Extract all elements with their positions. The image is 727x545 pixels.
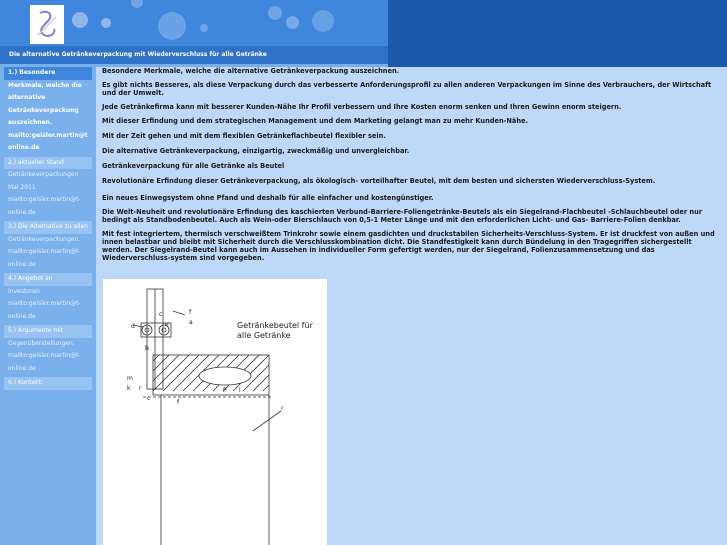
header-background [388,0,727,67]
sidebar-item-label[interactable]: Investoren [8,287,40,295]
site-logo[interactable] [30,5,64,44]
sidebar-item-label[interactable]: Getränkeverpackung [8,106,79,114]
sidebar-mail-link[interactable]: mailto:geisler.martin@t- [8,352,81,359]
sidebar-mail-link[interactable]: mailto:geisler.martin@t- [8,300,81,307]
content-paragraph: Die Welt-Neuheit und revolutionäre Erfindung des kaschierten Verbund-Barriere-Foliengetränke-Beutels als ein Siegelrand-Flachbeutel -Schlauchbeutel oder nur bedingt als Standbodenbeutel. Auch als Wein-oder Bierschlauch von 0,5-1 Meter Länge und mit den erforderlichen Licht- und Gas- Barriere-Folien denkbar. [102,208,703,224]
content-paragraph: Jede Getränkefirma kann mit besserer Kunden-Nähe Ihr Profil verbessern und Ihre Kosten enorm senken und Ihren Gewinn enorm steigern. [102,103,622,111]
bubble-decoration [286,16,299,29]
sidebar-item-label[interactable]: auszeichnen. [8,119,53,126]
content-paragraph: Revolutionäre Erfindung dieser Getränkeverpackung, als ökologisch- vorteilhafter Beutel, mit dem besten und sichersten Wiederverschluss-System. [102,177,656,185]
sidebar-mail-link[interactable]: online.de [8,144,40,151]
content-paragraph: Ein neues Einwegsystem ohne Pfand und deshalb für alle einfacher und kostengünstiger. [102,194,434,202]
sidebar-mail-link[interactable]: online.de [8,312,36,320]
bubble-decoration [101,18,111,28]
sidebar-item-label[interactable]: Getränkeverpackungen. [8,235,81,243]
technical-drawing [103,279,327,545]
figure-caption-line: Getränkebeutel für [237,321,313,330]
figure-letter: k [127,385,131,392]
figure-letter: a [189,319,193,326]
figure-letter: f [177,399,180,406]
sidebar-item-label[interactable]: Mai 2011 [8,183,36,191]
sidebar-mail-link[interactable]: mailto:geisler.martin@t- [8,248,81,255]
figure-letter: b [145,345,149,352]
figure-letter: l [239,387,241,394]
figure-letter: f [189,309,192,316]
figure-letter: r [139,385,142,392]
figure-caption-line: alle Getränke [237,331,291,340]
sidebar [0,67,96,545]
header-banner [0,0,388,46]
sidebar-item-alternative[interactable]: 3.) Die Alternative zu allen [4,221,92,234]
figure-letter: d [131,323,135,330]
content-paragraph: Mit fest integriertem, thermisch verschweißtem Trinkrohr sowie einem gasdichten und druckstabilen Sicherheits-Verschluss-System. Er ist druckfest von außen und innen belastbar und bleibt mit Sicherheit durch die Verschlusskombination dicht. Die Standfestigkeit kann durch Bündelung in den Tragegriffen sichergestellt werden. Der Siegelrand-Beutel kann auch im Aussehen in individueller Form gefertigt werden, nur der Siegelrand, Folienzusammensetzung und das Wiederverschluss-system sind vorgegeben. [102,230,715,262]
logo-icon [30,5,64,44]
content-paragraph: Mit dieser Erfindung und dem strategischen Management und dem Marketing gelangt man zu mehr Kunden-Nähe. [102,117,529,125]
sidebar-item-label[interactable]: alternative [8,94,46,101]
bubble-decoration [312,10,334,32]
sidebar-mail-link[interactable]: online.de [8,208,36,216]
bubble-decoration [131,0,143,8]
content-paragraph: Getränkeverpackung für alle Getränke als Beutel [102,162,285,170]
sidebar-mail-link[interactable]: online.de [8,260,36,268]
figure-letter: c [147,395,151,402]
sidebar-item-kontakt[interactable]: 6.) Kontakt: [4,377,92,390]
sidebar-item-label[interactable]: Getränkeverpackungen [8,171,79,178]
sidebar-item-label[interactable]: Merkmale, welche die [8,81,82,89]
main-content [96,67,727,545]
bag-drawing [103,279,327,545]
content-paragraph: Mit der Zeit gehen und mit dem flexiblen Getränkeflachbeutel flexibler sein. [102,132,386,140]
figure-letter: r [281,405,284,412]
sidebar-item-argumente[interactable]: 5.) Argumente mit [4,325,92,338]
content-paragraph: Die alternative Getränkeverpackung, einzigartig, zweckmäßig und unvergleichbar. [102,147,410,155]
sidebar-item-angebot[interactable]: 4.) Angebot an [4,273,92,286]
sidebar-mail-link[interactable]: mailto:geisler.martin@t [8,131,88,139]
content-paragraph: Es gibt nichts Besseres, als diese Verpackung durch das verbesserte Anforderungsprofil zu allen anderen Verpackungen im Sinne des Verbrauchers, der Wirtschaft und der Umwelt. [102,81,712,97]
bubble-decoration [72,12,88,28]
content-heading: Besondere Merkmale, welche die alternative Getränkeverpackung auszeichnen. [102,67,400,75]
figure-letter: e [165,321,169,328]
bubble-decoration [200,24,208,32]
figure-letter: P [223,387,227,394]
sidebar-item-besondere-merkmale[interactable]: 1.) Besondere [4,67,92,80]
figure-caption [237,321,313,341]
sidebar-mail-link[interactable]: online.de [8,364,36,372]
page-title: Die alternative Getränkeverpackung mit Wiederverschluss für alle Getränke [0,46,388,64]
figure-letter: c [159,311,163,318]
sidebar-item-label[interactable]: Gegenüberstellungen. [8,339,75,347]
bubble-decoration [158,12,186,40]
sidebar-item-stand[interactable]: 2.) aktueller Stand [4,157,92,170]
sidebar-mail-link[interactable]: mailto:geisler.martin@t- [8,196,81,203]
figure-letter: m [127,375,133,382]
bubble-decoration [268,6,282,20]
